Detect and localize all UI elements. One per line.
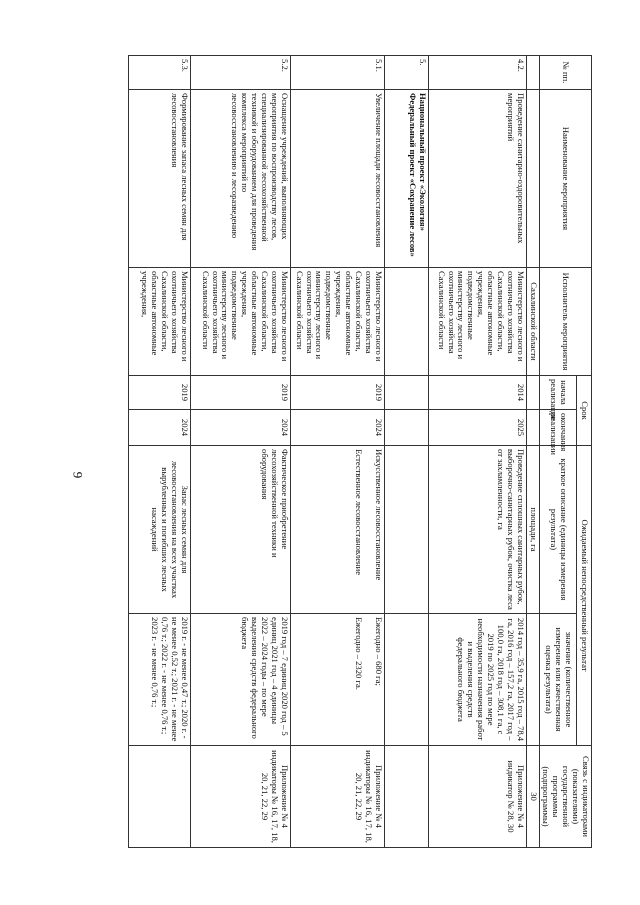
row-name: Оснащение учреждений, выполняющих мероприятия по воспроизводству лесов, специализированной лесохозяйственной техникой и оборудованием для проведения комплекса мероприятий по лесовосстановлению и лесоразведению xyxy=(190,90,290,268)
table-row xyxy=(128,56,190,848)
table-row xyxy=(290,56,384,848)
sakh-label: Сахалинской области xyxy=(526,268,539,376)
col-desc-header: краткое описание (единицы измерения результата) xyxy=(539,446,577,614)
col-number-30: 30 xyxy=(526,746,539,848)
col-result-header: Ожидаемый непосредственный результат xyxy=(577,446,592,746)
row-end: 2024 xyxy=(290,410,384,446)
row-link: Приложение № 4 индикаторы № 16, 17, 18, 20, 21, 22, 29 xyxy=(290,746,384,848)
row-desc: Проведение сплошных санитарных рубок, выборочно-санитарных рубок, очистка леса от захламленности, га xyxy=(428,446,526,614)
row-executor: Министерство лесного и охотничьего хозяйства Сахалинской области, областные автономные учреждения, подведомственные министерству лесного и охотничьего хозяйства Сахалинской области xyxy=(190,268,290,376)
row-end: 2025 xyxy=(428,410,526,446)
row-executor: Министерство лесного и охотничьего хозяйства Сахалинской области, областные автономные учреждения, подведомственные министерству лесного и охотничьего хозяйства Сахалинской области xyxy=(428,268,526,376)
row-executor: Министерство лесного и охотничьего хозяйства Сахалинской области, областные автономные учреждения, подведомственные министерству лесного и охотничьего хозяйства Сахалинской области xyxy=(290,268,384,376)
rotated-table-wrapper xyxy=(123,55,592,847)
row-num: 4.2. xyxy=(428,56,526,90)
row-link: Приложение № 4 индикаторы № 16, 17, 18, 20, 21, 22, 29 xyxy=(190,746,290,848)
row-num: 5. xyxy=(384,56,428,90)
col-link-header: Связь с индикаторами (показателями) государственной программы (подпрограммы) xyxy=(539,746,591,848)
row-end: 2024 xyxy=(190,410,290,446)
row-start: 2019 xyxy=(290,376,384,410)
row-desc: Фактическое приобретение лесохозяйственной техники и оборудования xyxy=(190,446,290,614)
col-value-header: значение (количественное измерение или качественная оценка результата) xyxy=(539,614,577,746)
row-value: 2014 год – 35,9 га, 2015 год – 78,4 га, 2016 год – 157,2 га, 2017 год – 100,0 га, 2018 год – 308,1 га, с 2019 по 2025 год по мере необходимости назначения работ и выделения средств федерального бюджета xyxy=(428,614,526,746)
col-executor-header: Исполнитель мероприятия xyxy=(539,268,591,376)
row-num: 5.3. xyxy=(128,56,190,90)
row-link: Приложение № 4 индикатор № 28, 30 xyxy=(428,746,526,848)
row-name: Национальный проект «Экология» Федеральный проект «Сохранение лесов» xyxy=(384,90,428,268)
row-start: 2014 xyxy=(428,376,526,410)
row-start: 2019 xyxy=(128,376,190,410)
page-number: 9 xyxy=(70,471,86,479)
row-name: Формирование запаса лесных семян для лесовосстановления xyxy=(128,90,190,268)
row-value: 2019 г. - не менее 0,47 т.; 2020 г. - не менее 0,52 т.; 2021 г. - не менее 0,76 т.; 2022 г. - не менее 0,76 т.; 2023 г. - не менее 0,76 т.; xyxy=(128,614,190,746)
col-num-header: № пп. xyxy=(539,56,591,90)
col-term-header: Срок xyxy=(577,376,592,446)
row-link xyxy=(128,746,190,848)
col-start-header: начала реализации xyxy=(539,376,577,410)
col-end-header: окончания реализации xyxy=(539,410,577,446)
row-name: Проведение санитарно-оздоровительных мероприятий xyxy=(428,90,526,268)
program-measures-table xyxy=(128,55,592,848)
row-num: 5.1. xyxy=(290,56,384,90)
table-row xyxy=(384,56,428,848)
row-name: Увеличение площади лесовосстановления xyxy=(290,90,384,268)
col-name-header: Наименование мероприятия xyxy=(539,90,591,268)
row-start: 2019 xyxy=(190,376,290,410)
row-executor: Министерство лесного и охотничьего хозяйства Сахалинской области, областные автономные учреждения, xyxy=(128,268,190,376)
area-unit-label: площади, га xyxy=(526,446,539,614)
row-value: Ежегодно – 680 га; Ежегодно – 2320 га. xyxy=(290,614,384,746)
row-num: 5.2. xyxy=(190,56,290,90)
row-desc: Запас лесных семян для лесовосстановления на всех участках вырубленных и погибших лесных насаждений xyxy=(128,446,190,614)
row-end: 2024 xyxy=(128,410,190,446)
table-row xyxy=(190,56,290,848)
row-value: 2019 год – 7 единиц 2020 год – 5 единиц 2021 год – 4 единицы 2022 – 2024 годы – по мере выделения средств федерального бюджета xyxy=(190,614,290,746)
row-desc: Искусственное лесовосстановление Естественное лесовосстановление xyxy=(290,446,384,614)
table-row xyxy=(428,56,526,848)
